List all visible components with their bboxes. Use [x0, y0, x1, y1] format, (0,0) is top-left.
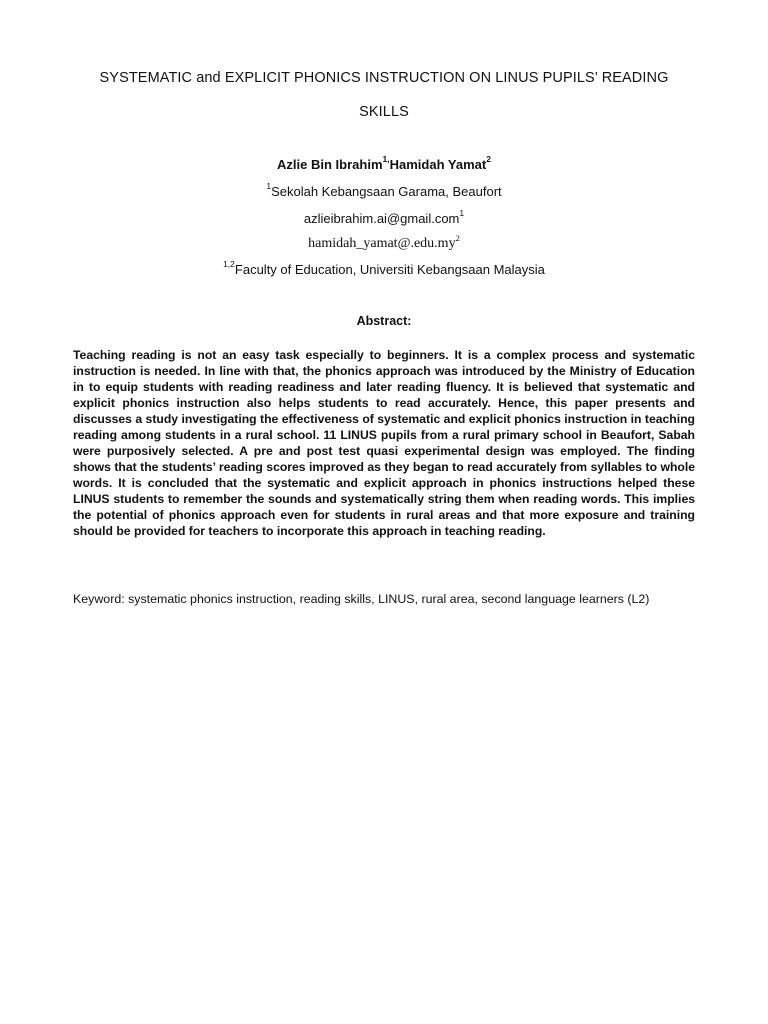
affiliation-2: [40, 259, 728, 277]
affiliation-1-text: Sekolah Kebangsaan Garama, Beaufort: [271, 184, 502, 199]
author-1-superscript: 1: [382, 154, 388, 164]
affiliation-1-superscript: 1: [266, 181, 272, 191]
author-separator: ,: [387, 154, 390, 164]
author-2-superscript: 2: [486, 154, 491, 164]
author-list: [40, 154, 728, 172]
author-2-name: Hamidah Yamat: [389, 157, 487, 172]
abstract-body: Teaching reading is not an easy task especially to beginners. It is a complex process and systematic instruction is needed. In line with that, the phonics approach was introduced by the Ministry of Education in to equip students with reading readiness and later reading fluency. It is believed that systematic and explicit phonics instruction also helps students to read accurately. Hence, this paper presents and discusses a study investigating the effectiveness of systematic and explicit phonics instruction in teaching reading among students in a rural school. 11 LINUS pupils from a rural primary school in Beaufort, Sabah were purposively selected. A pre and post test quasi experimental design was employed. The finding shows that the students’ reading scores improved as they began to read accurately from syllables to whole words. It is concluded that the systematic and explicit approach in phonics instructions helped these LINUS students to remember the sounds and systematically string them when reading words. This implies the potential of phonics approach even for students in rural areas and that more exposure and training should be provided for teachers to incorporate this approach in teaching reading.: [73, 348, 695, 538]
paper-title-line-1: SYSTEMATIC and EXPLICIT PHONICS INSTRUCTION ON LINUS PUPILS’ READING: [99, 70, 669, 86]
abstract-heading: Abstract:: [356, 314, 412, 328]
author-1-name: Azlie Bin Ibrahim: [277, 157, 383, 172]
paper-title-line-2: SKILLS: [359, 104, 409, 120]
affiliation-1: [40, 181, 728, 199]
author-1-email: [40, 208, 728, 226]
email-2-superscript: 2: [455, 233, 460, 243]
affiliation-2-superscript: 1,2: [223, 259, 235, 269]
email-1-text: azlieibrahim.ai@gmail.com: [303, 211, 460, 226]
affiliation-2-text: Faculty of Education, Universiti Kebangsaan Malaysia: [234, 262, 545, 277]
email-1-superscript: 1: [459, 208, 465, 218]
author-2-email: [40, 233, 728, 252]
keywords-line: Keyword: systematic phonics instruction, reading skills, LINUS, rural area, second language learners (L2): [73, 592, 650, 606]
email-2-text: hamidah_yamat@.edu.my: [308, 236, 456, 251]
